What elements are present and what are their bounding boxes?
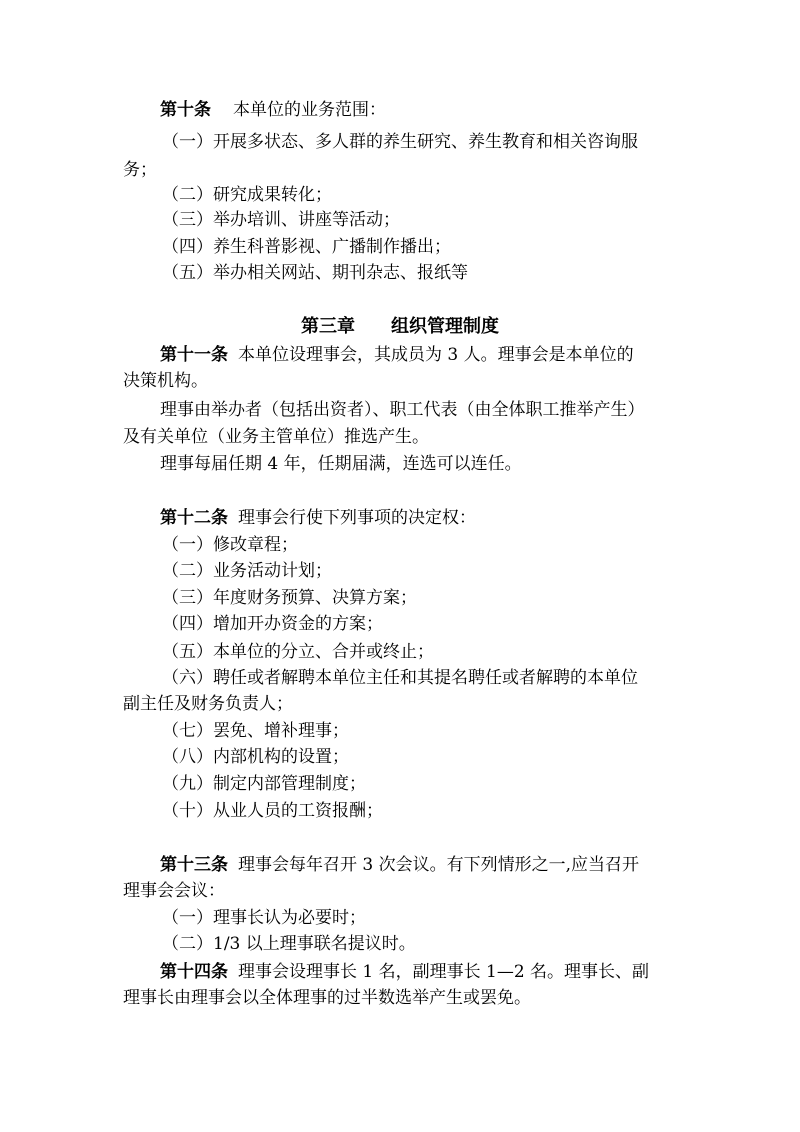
article-13-item: （一）理事长认为必要时； [162,908,366,928]
article-14-text: 理事会设理事长 1 名，副理事长 1—2 名。理事长、副 [238,962,650,982]
article-11-text: 本单位设理事会，其成员为 3 人。理事会是本单位的 [238,345,634,365]
article-11-line: 理事由举办者（包括出资者）、职工代表（由全体职工推举产生） [160,400,645,420]
article-11-label: 第十一条 [160,345,228,365]
chapter-title: 组织管理制度 [391,316,499,337]
article-10-heading [160,98,386,124]
article-14-heading [160,960,649,986]
article-12-item: （九）制定内部管理制度； [162,774,366,794]
article-12-item: （八）内部机构的设置； [162,747,349,767]
article-14-label: 第十四条 [160,962,228,982]
article-13-item: （二）1/3 以上理事联名提议时。 [162,934,416,954]
article-13-line: 理事会会议： [123,881,225,901]
article-10-label: 第十条 [160,100,211,120]
chapter-heading [0,314,800,340]
article-11-line: 决策机构。 [123,371,208,391]
article-11-line: 理事每届任期 4 年，任期届满，连选可以连任。 [160,454,522,474]
article-13-heading [160,853,639,879]
article-13-label: 第十三条 [160,855,228,875]
article-10-item: （二）研究成果转化； [162,185,332,205]
article-11-line: 及有关单位（业务主管单位）推选产生。 [123,427,429,447]
article-11-heading [160,343,634,369]
article-12-item: （四）增加开办资金的方案； [162,614,383,634]
article-10-item: （一）开展多状态、多人群的养生研究、养生教育和相关咨询服 [162,132,638,152]
article-12-item: （十）从业人员的工资报酬； [162,801,383,821]
article-12-item: （五）本单位的分立、合并或终止； [162,642,434,662]
article-12-item: 副主任及财务负责人； [123,694,293,714]
article-12-item: （七）罢免、增补理事； [162,721,349,741]
article-10-item: （三）举办培训、讲座等活动； [162,210,400,230]
article-10-text: 本单位的业务范围： [233,100,386,120]
article-12-item: （一）修改章程； [162,535,298,555]
article-12-heading [160,506,476,532]
article-12-item: （三）年度财务预算、决算方案； [162,588,417,608]
article-12-item: （六）聘任或者解聘本单位主任和其提名聘任或者解聘的本单位 [162,668,638,688]
article-13-text: 理事会每年召开 3 次会议。有下列情形之一,应当召开 [238,855,640,875]
article-12-item: （二）业务活动计划； [162,561,332,581]
chapter-number: 第三章 [301,316,355,337]
article-12-label: 第十二条 [160,508,228,528]
article-14-line: 理事长由理事会以全体理事的过半数选举产生或罢免。 [123,988,531,1008]
article-10-item: （四）养生科普影视、广播制作播出； [162,237,451,257]
article-10-item: （五）举办相关网站、期刊杂志、报纸等 [162,263,468,283]
article-10-item: 务； [123,160,157,180]
article-12-text: 理事会行使下列事项的决定权： [238,508,476,528]
